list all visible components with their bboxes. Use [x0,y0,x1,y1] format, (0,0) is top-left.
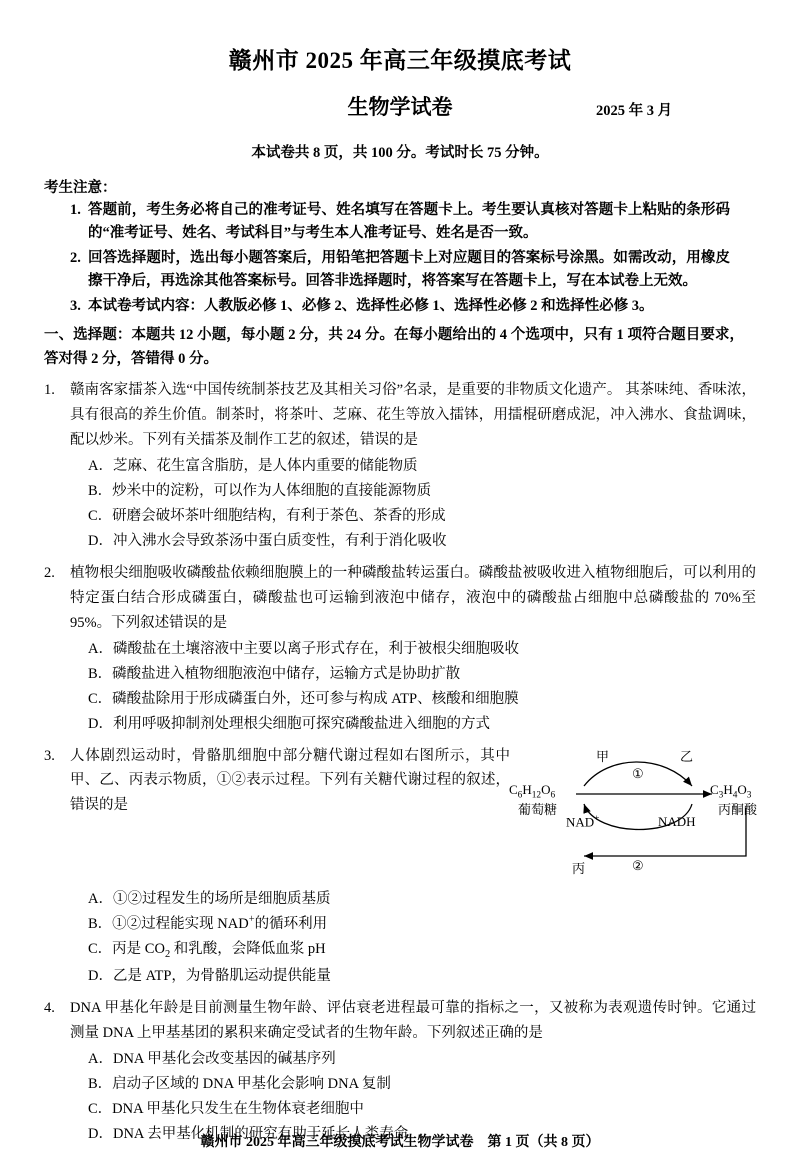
page-title: 赣州市 2025 年高三年级摸底考试 [228,48,572,73]
notice-item [70,295,730,318]
notice-item-number: 1. [70,202,81,218]
diagram-label-yi: 乙 [680,748,694,764]
diagram-glucose-formula: $C_6H_{12}O_6$ [509,781,556,801]
question-body [70,996,756,1147]
option-c[interactable]: C．DNA 甲基化只发生在生物体衰老细胞中 [88,1100,364,1117]
diagram-label-jia: 甲 [596,748,610,764]
option-b[interactable]: B．启动子区域的 DNA 甲基化会影响 DNA 复制 [88,1075,391,1092]
notice-item-text: 答题前，考生务必将自己的准考证号、姓名填写在答题卡上。考生要认真核对答题卡上粘贴的条形码的“准考证号、姓名、考试科目”与考生本人准考证号、姓名是否一致。 [88,202,730,242]
diagram-pyruvate-name: 丙酮酸 [718,801,758,817]
diagram-step-2: ② [632,857,644,873]
question-options [70,887,779,989]
question-item [44,996,756,1147]
option-c[interactable]: C．丙是 $CO_2$ 和乳酸，会降低血浆 pH [88,941,326,961]
option-d[interactable]: D．利用呼吸抑制剂处理根尖细胞可探究磷酸盐进入细胞的方式 [88,715,490,732]
notice-item-text: 本试卷考试内容：人教版必修 1、必修 2、选择性必修 1、选择性必修 2 和选择性必修 3。 [88,297,654,314]
subtitle-row [44,91,756,121]
page-footer: 赣州市 2025 年高三年级摸底考试生物学试卷 第 1 页（共 8 页） [200,1135,600,1150]
diagram-nadh: NADH [658,813,696,829]
question-stem: 植物根尖细胞吸收磷酸盐依赖细胞膜上的一种磷酸盐转运蛋白。磷酸盐被吸收进入植物细胞后，可以利用的特定蛋白结合形成磷蛋白，磷酸盐也可运输到液泡中储存，液泡中的磷酸盐占细胞中总磷酸盐的 70%至 95%。下列叙述错误的是 [70,564,756,631]
diagram-pyruvate-formula: $C_3H_4O_3$ [710,781,752,801]
option-b[interactable]: B．①②过程能实现 NAD+的循环利用 [88,914,328,933]
diagram-nad-plus: NAD+ [566,813,600,829]
subject-title: 生物学试卷 [347,95,453,119]
notice-item-text: 回答选择题时，选出每小题答案后，用铅笔把答题卡上对应题目的答案标号涂黑。如需改动，用橡皮擦干净后，再选涂其他答案标号。回答非选择题时，将答案写在答题卡上，写在本试卷上无效。 [88,249,730,290]
option-b[interactable]: B．磷酸盐进入植物细胞液泡中储存，运输方式是协助扩散 [88,665,461,682]
option-a[interactable]: A．DNA 甲基化会改变基因的碱基序列 [88,1050,336,1067]
notice-item-number: 2. [70,249,81,266]
question-item [44,561,756,737]
option-a[interactable]: A．磷酸盐在土壤溶液中主要以离子形式存在，利于被根尖细胞吸收 [88,640,519,657]
question-body [70,378,756,554]
option-c[interactable]: C．研磨会破坏茶叶细胞结构，有利于茶色、茶香的形成 [88,508,446,525]
diagram-step-1: ① [632,765,644,781]
option-b[interactable]: B．炒米中的淀粉，可以作为人体细胞的直接能源物质 [88,483,432,500]
notice-item [70,199,730,246]
question-stem: 赣南客家擂茶入选“中国传统制茶技艺及其相关习俗”名录，是重要的非物质文化遗产。 其茶味纯、香味浓，具有很高的养生价值。制茶时，将茶叶、芝麻、花生等放入擂钵，用擂棍研磨成泥，冲入沸水、食盐调味，配以炒米。下列有关擂茶及制作工艺的叙述，错误的是 [70,382,756,449]
option-c[interactable]: C．磷酸盐除用于形成磷蛋白外，还可参与构成 ATP、核酸和细胞膜 [88,690,519,707]
question-stem: 人体剧烈运动时，骨骼肌细胞中部分糖代谢过程如右图所示，其中甲、乙、丙表示物质，①②表示过程。下列有关糖代谢过程的叙述，错误的是 [70,747,510,814]
notice-list [70,199,730,318]
exam-info: 本试卷共 8 页，共 100 分。考试时长 75 分钟。 [251,145,549,161]
option-d[interactable]: D．乙是 ATP，为骨骼肌运动提供能量 [88,968,331,985]
question-body [70,561,756,737]
question-number: 3. [44,747,55,764]
section-heading: 一、选择题：本题共 12 小题，每小题 2 分，共 24 分。在每小题给出的 4 个选项中，只有 1 项符合题目要求，答对得 2 分，答错得 0 分。 [44,327,744,367]
option-a[interactable]: A．芝麻、花生富含脂肪，是人体内重要的储能物质 [88,458,418,475]
option-d[interactable]: D．DNA 去甲基化机制的研究有助于延长人类寿命 [88,1125,409,1142]
option-a[interactable]: A．①②过程发生的场所是细胞质基质 [88,890,331,907]
exam-paper-page [0,42,800,1173]
glycolysis-diagram [509,746,779,886]
exam-date: 2025 年 3 月 [596,103,673,119]
question-body [70,744,779,989]
notice-item-number: 3. [70,297,81,314]
question-item [44,378,756,554]
question-stem: DNA 甲基化年龄是目前测量生物年龄、评估衰老进程最可靠的指标之一，又被称为表观遗传时钟。它通过测量 DNA 上甲基基团的累积来确定受试者的生物年龄。下列叙述正确的是 [70,999,756,1041]
question-options [70,454,756,554]
question-number: 2. [44,564,55,581]
question-number: 1. [44,382,55,399]
question-number: 4. [44,999,55,1016]
diagram-label-bing: 丙 [572,860,586,876]
question-options [70,637,756,737]
notice-heading: 考生注意： [44,180,117,196]
question-item [44,744,756,989]
option-d[interactable]: D．冲入沸水会导致茶汤中蛋白质变性，有利于消化吸收 [88,533,447,550]
diagram-glucose-name: 葡萄糖 [518,801,558,817]
notice-item [70,247,730,294]
